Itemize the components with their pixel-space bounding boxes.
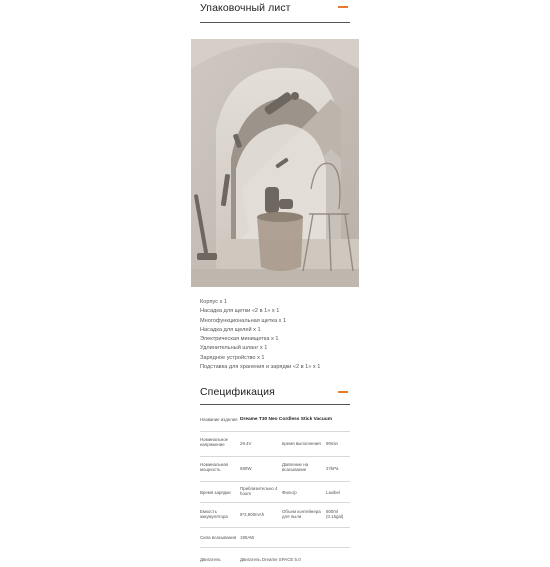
packing-title: Упаковочный лист bbox=[200, 2, 291, 14]
spec-label: Емкость аккумулятора bbox=[200, 509, 228, 520]
spec-label: Двигатель bbox=[200, 557, 221, 562]
spec-value: Dreame T30 Neo Cordless Stick Vacuum bbox=[240, 417, 332, 422]
list-item: Насадка для щетки «2 в 1» x 1 bbox=[200, 308, 280, 315]
table-row bbox=[200, 481, 350, 502]
spec-label: Сила всасывания bbox=[200, 535, 237, 540]
packing-list bbox=[200, 298, 355, 372]
table-row bbox=[200, 527, 350, 547]
spec-label: Фильтр bbox=[282, 490, 297, 495]
spec-label: Объем контейнера для пыли bbox=[282, 509, 321, 520]
list-item: Корпус x 1 bbox=[200, 299, 228, 305]
spec-label: Номинальная мощность bbox=[200, 462, 229, 473]
vacuum-scene-image bbox=[191, 39, 359, 287]
specs-title: Спецификация bbox=[200, 386, 275, 398]
spec-value: 190AW bbox=[240, 535, 255, 540]
spec-row-product bbox=[200, 410, 350, 431]
table-row bbox=[200, 502, 350, 527]
table-row bbox=[200, 431, 350, 456]
spec-label: Время зарядки bbox=[200, 490, 231, 495]
spec-value: 8*2,900mAh bbox=[240, 512, 265, 517]
list-item: Удлинительный шланг x 1 bbox=[200, 345, 268, 352]
list-item: Зарядное устройство x 1 bbox=[200, 354, 265, 361]
spec-value: Двигатель Dreame SPACE 5.0 bbox=[240, 557, 301, 562]
spec-label: Номинальное напряжение bbox=[200, 437, 229, 448]
packing-accent-bar bbox=[338, 6, 348, 8]
table-row bbox=[200, 547, 350, 567]
spec-label: Давление на всасывание bbox=[282, 462, 309, 473]
specs-title-underline bbox=[200, 404, 350, 405]
spec-value: 580W bbox=[240, 466, 252, 471]
packing-title-underline bbox=[200, 22, 350, 23]
table-row bbox=[200, 456, 350, 481]
spec-value: 29.4V bbox=[240, 441, 252, 446]
list-item: Электрическая минищетка x 1 bbox=[200, 336, 279, 343]
list-item: Подставка для хранения и зарядки «2 в 1» x 1 bbox=[200, 364, 321, 371]
spec-value: 600ml (0.15gal) bbox=[326, 509, 344, 520]
spec-value: Laxibel bbox=[326, 490, 340, 495]
spec-value: Приблизительно 4 hours bbox=[240, 486, 278, 497]
list-item: Многофункциональная щетка x 1 bbox=[200, 317, 287, 324]
spec-value: 27kPa bbox=[326, 466, 339, 471]
spec-value: 90min bbox=[326, 441, 338, 446]
specs-accent-bar bbox=[338, 391, 348, 393]
product-lifestyle-photo bbox=[191, 39, 359, 287]
spec-label: Название изделия bbox=[200, 417, 238, 422]
spec-label: время выполнения bbox=[282, 441, 321, 446]
list-item: Насадка для щелей x 1 bbox=[200, 326, 261, 333]
